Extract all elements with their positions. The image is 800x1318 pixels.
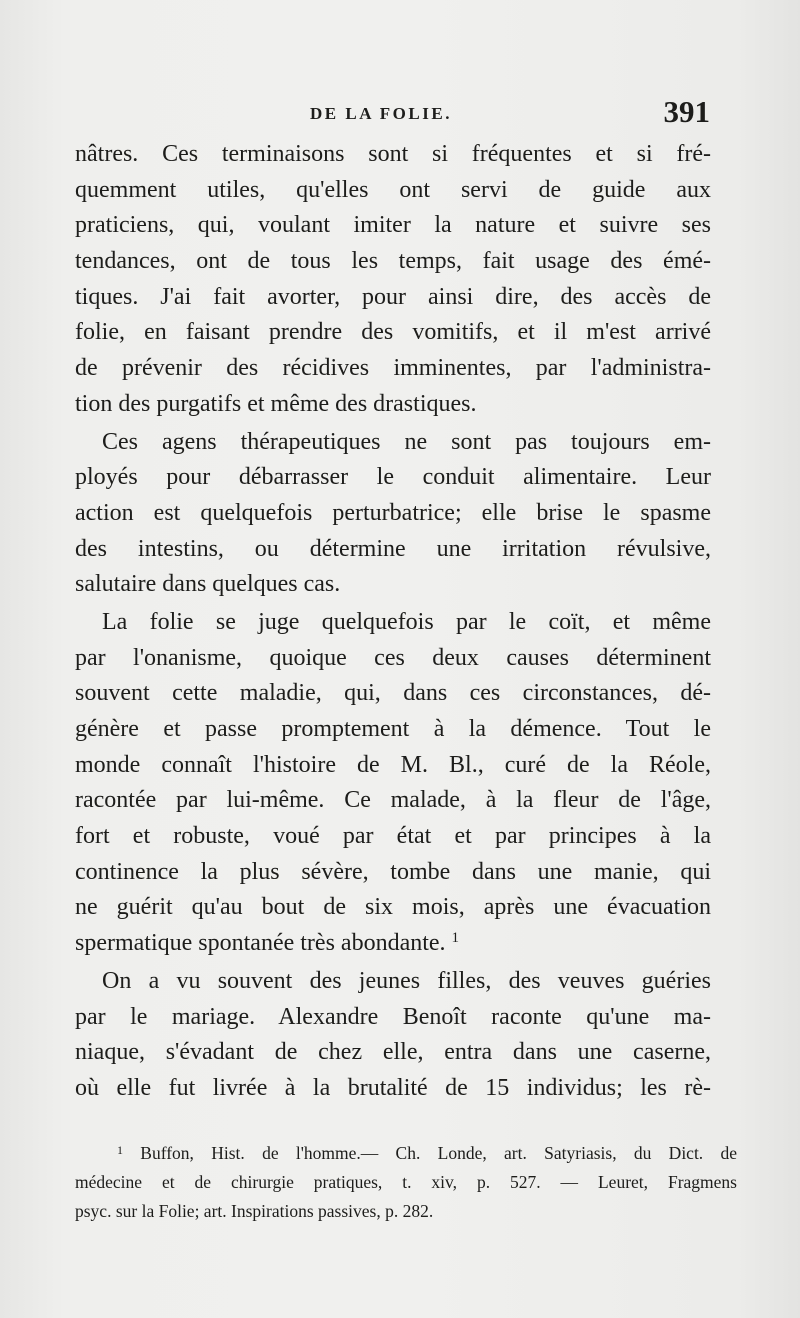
text-line: des intestins, ou détermine une irritation révulsive, — [75, 535, 711, 562]
text-line: génère et passe promptement à la démence. Tout le — [75, 716, 711, 742]
text-line: La folie se juge quelquefois par le coït, et même — [102, 608, 711, 635]
text-line: tiques. J'ai fait avorter, pour ainsi dire, des accès de — [75, 283, 711, 310]
text-line: tion des purgatifs et même des drastiques. — [75, 390, 477, 417]
footnote-text: Buffon, Hist. de l'homme.— Ch. Londe, art. Satyriasis, du Dict. de — [140, 1143, 737, 1163]
text-line: de prévenir des récidives imminentes, par l'administra- — [75, 355, 711, 382]
text-line: niaque, s'évadant de chez elle, entra dans une caserne, — [75, 1039, 711, 1066]
paragraph — [75, 605, 711, 962]
text-line-content: spermatique spontanée très abondante. — [75, 930, 446, 957]
paragraph — [75, 964, 711, 1107]
text-line — [75, 926, 711, 962]
text-line: par le mariage. Alexandre Benoît raconte qu'une ma- — [75, 1003, 711, 1030]
text-line: fort et robuste, voué par état et par principes à la — [75, 823, 711, 850]
text-line: racontée par lui-même. Ce malade, à la fleur de l'âge, — [75, 787, 711, 814]
text-line: On a vu souvent des jeunes filles, des veuves guéries — [102, 967, 711, 994]
text-line: continence la plus sévère, tombe dans une manie, qui — [75, 858, 711, 885]
footnote-line — [75, 1139, 737, 1168]
text-line: où elle fut livrée à la brutalité de 15 individus; les rè- — [75, 1074, 711, 1101]
footnote-number: 1 — [117, 1143, 123, 1157]
paragraph — [75, 425, 711, 603]
footnote-reference: 1 — [451, 930, 460, 947]
page-number: 391 — [663, 94, 710, 129]
footnote-line: médecine et de chirurgie pratiques, t. xiv, p. 527. — Leuret, Fragmens — [75, 1172, 737, 1192]
text-line: salutaire dans quelques cas. — [75, 571, 341, 598]
page-header — [60, 94, 710, 134]
text-line: praticiens, qui, voulant imiter la nature et suivre ses — [75, 212, 711, 239]
running-title: DE LA FOLIE. — [310, 104, 452, 123]
text-line: tendances, ont de tous les temps, fait usage des émé- — [75, 248, 711, 275]
text-line: action est quelquefois perturbatrice; elle brise le spasme — [75, 499, 711, 526]
text-line: ployés pour débarrasser le conduit alimentaire. Leur — [75, 464, 711, 491]
text-line: souvent cette maladie, qui, dans ces circonstances, dé- — [75, 680, 711, 707]
main-text — [75, 137, 711, 1107]
footnote — [75, 1139, 737, 1226]
text-line: nâtres. Ces terminaisons sont si fréquentes et si fré- — [75, 141, 711, 167]
footnote-line: psyc. sur la Folie; art. Inspirations passives, p. 282. — [75, 1201, 434, 1221]
text-line: quemment utiles, qu'elles ont servi de guide aux — [75, 176, 711, 203]
text-line: folie, en faisant prendre des vomitifs, et il m'est arrivé — [75, 319, 711, 346]
text-line: monde connaît l'histoire de M. Bl., curé de la Réole, — [75, 751, 711, 778]
text-line: par l'onanisme, quoique ces deux causes déterminent — [75, 644, 711, 671]
text-line: Ces agens thérapeutiques ne sont pas toujours em- — [102, 428, 711, 455]
text-line: ne guérit qu'au bout de six mois, après une évacuation — [75, 894, 711, 921]
paragraph — [75, 137, 711, 423]
